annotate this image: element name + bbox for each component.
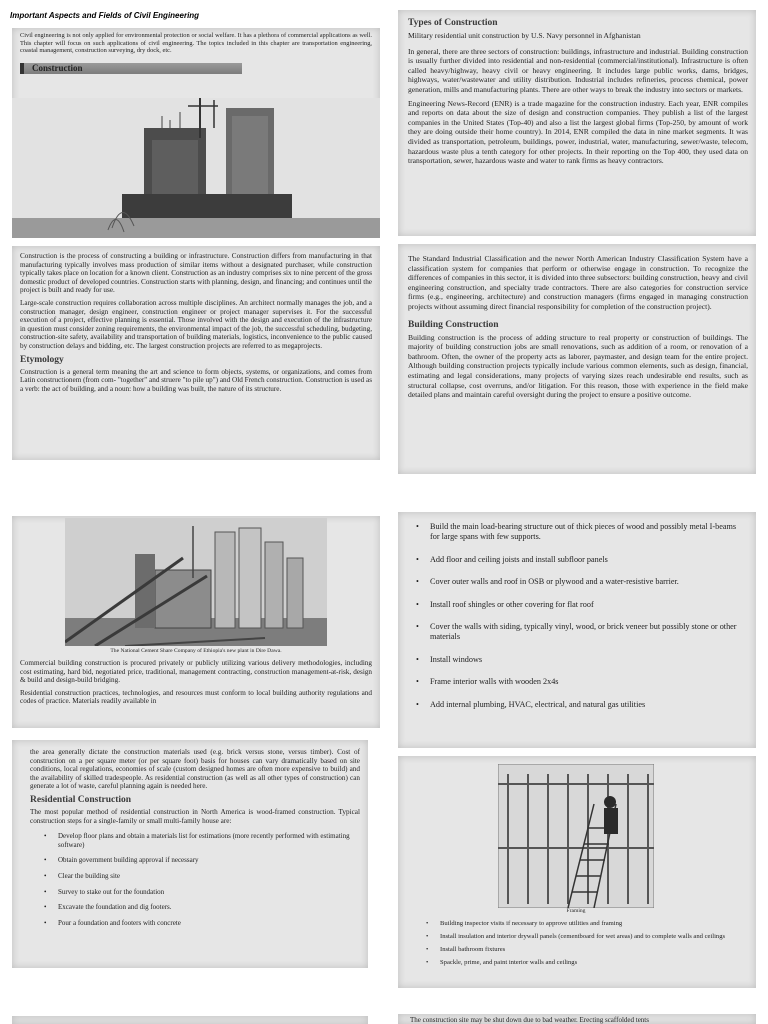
residential-method-paragraph: The most popular method of residential construction in North America is wood-framed construction. Typical construction steps for a single-family or small multi-family house are: xyxy=(30,807,360,825)
types-paragraph-2: Engineering News-Record (ENR) is a trade magazine for the construction industry. Each year, ENR compiles and reports on data about the size of design and construction companies. They publish a list of the largest companies in the United States (Top-40) and also a list the largest global firms (Top-250, by amount of work they are doing outside their home country). In 2014, ENR compiled the data in nine market segments. It was divided as transportation, petroleum, buildings, power, industrial, water, manufacturing, sewer/waste, telecom, hazardous waste plus a tenth category for other projects. In their reporting on the Top 400, they used data on transportation, sewer, hazardous waste and water to rank firms as heavy contractors. xyxy=(408,98,748,166)
list-item: • Install roof shingles or other covering for flat roof xyxy=(412,600,744,610)
classification-paragraph: The Standard Industrial Classification and the newer North American Industry Classification System have a classification system for companies that perform or otherwise engage in construction. To recognize the differences of companies in this sector, it is divided into three subsectors: building construction, heavy and civil engineering construction, and specialty trade contractors. There are also categories for construction service firms (e.g., engineering, architecture) and construction managers (firms engaged in managing construction projects without assuming direct financial responsibility for completion of the construction project). xyxy=(408,254,748,311)
list-item: • Frame interior walls with wooden 2x4s xyxy=(412,677,744,687)
commercial-paragraph: Commercial building construction is procured privately or publicly utilizing various delivery methodologies, including cost estimating, hard bid, negotiated price, traditional, management contracting, construction management-at-risk, design & build and design-build bridging. xyxy=(20,659,372,685)
page-scan-residential xyxy=(12,740,368,968)
page-scan-cropped-left xyxy=(12,1016,368,1024)
list-item: • Add internal plumbing, HVAC, electrical, and natural gas utilities xyxy=(412,700,744,710)
list-item: • Build the main load-bearing structure out of thick pieces of wood and possibly metal I-beams for large spans with few supports. xyxy=(412,522,744,543)
list-item: • Develop floor plans and obtain a materials list for estimations (more recently performed with estimating software) xyxy=(40,832,360,849)
page-scan-cement xyxy=(12,516,380,728)
list-item: • Cover the walls with siding, typically vinyl, wood, or brick veneer but possibly stone or other materials xyxy=(412,622,744,643)
construction-steps-list xyxy=(398,512,756,710)
types-heading: Types of Construction xyxy=(408,18,498,28)
etymology-heading: Etymology xyxy=(20,354,64,365)
cement-plant-photo xyxy=(65,518,327,646)
list-item: • Survey to stake out for the foundation xyxy=(40,888,360,897)
construction-photo xyxy=(12,98,380,238)
types-paragraph-1: In general, there are three sectors of construction: buildings, infrastructure and industrial. Building construction is usually further divided into residential and non-residential (commercial/institutional). Infrastructure is often called heavy/highway, heavy civil or heavy engineering. It includes large public works, dams, bridges, highways, water/wastewater and utility distribution. Industrial includes refineries, process chemical, power generation, mills and manufacturing plants. There are other ways to break the industry into sectors or markets. xyxy=(408,46,748,94)
list-item: • Install bathroom fixtures xyxy=(422,946,742,954)
list-item: • Pour a foundation and footers with concrete xyxy=(40,919,360,928)
list-item: • Excavate the foundation and dig footers. xyxy=(40,903,360,912)
document-title: Important Aspects and Fields of Civil Engineering xyxy=(10,11,200,20)
list-item: • Add floor and ceiling joists and install subfloor panels xyxy=(412,555,744,565)
building-construction-heading: Building Construction xyxy=(408,319,499,330)
residential-practices-paragraph: Residential construction practices, technologies, and resources must conform to local building authority regulations and codes of practice. Materials readily available in xyxy=(20,688,372,706)
types-subheading: Military residential unit construction by U.S. Navy personnel in Afghanistan xyxy=(408,31,641,40)
next-page-paragraph: The construction site may be shut down due to bad weather. Erecting scaffolded tents xyxy=(410,1016,649,1024)
residential-steps-list xyxy=(30,832,360,927)
etymology-paragraph: Construction is a general term meaning the art and science to form objects, systems, or organizations, and comes from Latin constructionem (from com- "together" and struere "to pile up") and Old French construction. Construction is used as a verb: the act of building, and a noun: how a building was built, the nature of its structure. xyxy=(20,367,372,393)
framing-caption: Framing xyxy=(566,908,586,914)
process-paragraph-1: Construction is the process of constructing a building or infrastructure. Construction differs from manufacturing in that manufacturing typically involves mass production of similar items without a designated purchaser, while construction typically takes place on location for a known client. Construction as an industry comprises six to nine percent of the gross domestic product of developed countries. Construction starts with planning, design, and financing; and continues until the project is built and ready for use. xyxy=(20,252,372,295)
building-construction-paragraph: Building construction is the process of adding structure to real property or construction of buildings. The majority of building construction jobs are small renovations, such as addition of a room, or renovation of a bathroom. Often, the owner of the property acts as laborer, paymaster, and design team for the entire project. Although building construction projects typically include various common elements, such as design, financial, estimating and legal considerations, many projects of varying sizes reach undesirable end results, such as structural collapse, cost overruns, and/or litigation. For this reason, those with experience in the field make detailed plans and maintain careful oversight during the project to ensure a positive outcome. xyxy=(408,332,748,400)
list-item: • Building inspector visits if necessary to approve utilities and framing xyxy=(422,920,742,928)
list-item: • Install insulation and interior drywall panels (cementboard for wet areas) and to complete walls and ceilings xyxy=(422,933,742,941)
page-scan-intro xyxy=(12,28,380,238)
page-scan-process xyxy=(12,246,380,460)
residential-materials-paragraph: the area generally dictate the construction materials used (e.g. brick versus stone, versus timber). Cost of construction on a per square meter (or per square foot) basis for houses can vary dramatically based on site conditions, local regulations, economies of scale (custom designed homes are often more expensive to build) and the availability of skilled tradespeople. As residential construction (as well as all other types of construction) can generate a lot of waste, careful planning again is needed here. xyxy=(30,748,360,791)
page-scan-steps xyxy=(398,512,756,748)
list-item: • Obtain government building approval if necessary xyxy=(40,856,360,865)
intro-paragraph: Civil engineering is not only applied for environmental protection or social welfare. It has a plethora of commercial applications as well. This chapter will focus on such applications of civil engineering. The topics included in this chapter are transportation engineering, coastal management, construction surveying, dry dock, etc. xyxy=(20,32,372,55)
residential-construction-heading: Residential Construction xyxy=(30,794,132,805)
section-bar-construction: Construction xyxy=(20,63,242,74)
framing-photo xyxy=(498,764,654,908)
process-paragraph-2: Large-scale construction requires collaboration across multiple disciplines. An architect normally manages the job, and a construction manager, design engineer, construction engineer or project manager supervises it. For the successful execution of a project, effective planning is essential. Those involved with the design and execution of the infrastructure in question must consider zoning requirements, the environmental impact of the job, the successful scheduling, budgeting, construction-site safety, availability and transportation of building materials, logistics, inconvenience to the public caused by construction delays and bidding, etc. The largest construction projects are referred to as megaprojects. xyxy=(20,298,372,350)
page-scan-cropped-right xyxy=(398,1014,756,1024)
framing-steps-list xyxy=(398,920,756,967)
page-scan-classification xyxy=(398,244,756,474)
list-item: • Clear the building site xyxy=(40,872,360,881)
cement-plant-caption: The National Cement Share Company of Ethiopia's new plant in Dire Dawa. xyxy=(110,648,282,654)
page-scan-framing xyxy=(398,756,756,988)
page-scan-types xyxy=(398,10,756,236)
list-item: • Install windows xyxy=(412,655,744,665)
list-item: • Spackle, prime, and paint interior walls and ceilings xyxy=(422,959,742,967)
list-item: • Cover outer walls and roof in OSB or plywood and a water-resistive barrier. xyxy=(412,577,744,587)
